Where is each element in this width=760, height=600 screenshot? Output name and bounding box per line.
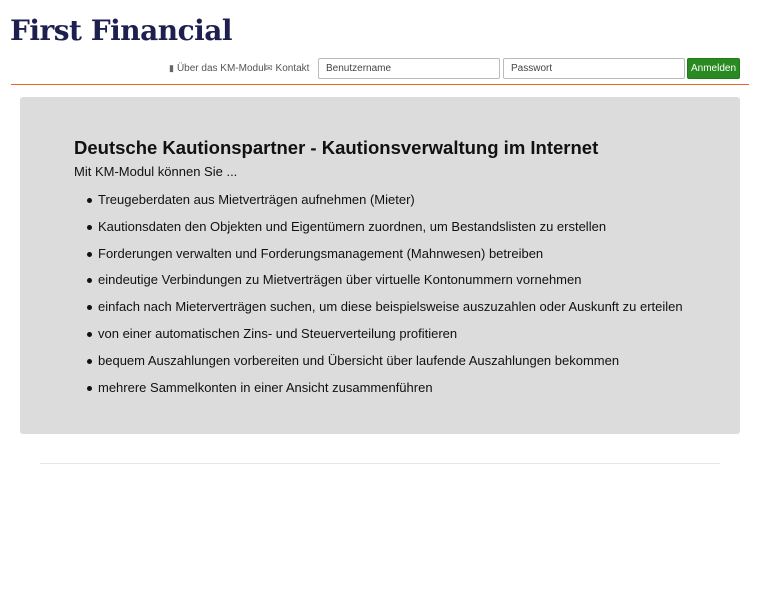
top-navigation <box>0 58 760 80</box>
nav-link-contact[interactable] <box>265 63 309 74</box>
nav-link-about[interactable] <box>169 63 266 74</box>
envelope-icon: ✉ <box>265 63 273 73</box>
login-button[interactable]: Anmelden <box>687 58 740 79</box>
nav-link-about-label: Über das KM-Modul <box>176 63 266 74</box>
password-input[interactable] <box>503 58 685 79</box>
feature-item: Treugeberdaten aus Mietverträgen aufnehmen (Mieter) <box>98 192 683 219</box>
page-title: Deutsche Kautionspartner - Kautionsverwaltung im Internet <box>74 137 599 158</box>
footer-divider <box>40 463 720 464</box>
feature-list <box>98 192 683 406</box>
nav-link-contact-label: Kontakt <box>275 63 310 74</box>
username-input[interactable] <box>318 58 500 79</box>
feature-item: eindeutige Verbindungen zu Mietverträgen über virtuelle Kontonummern vornehmen <box>98 272 683 299</box>
feature-item: einfach nach Mieterverträgen suchen, um diese beispielsweise auszuzahlen oder Auskunft zu erteilen <box>98 299 683 326</box>
feature-item: bequem Auszahlungen vorbereiten und Übersicht über laufende Auszahlungen bekommen <box>98 353 683 380</box>
feature-item: mehrere Sammelkonten in einer Ansicht zusammenführen <box>98 380 683 407</box>
header-divider <box>11 84 749 85</box>
feature-item: Forderungen verwalten und Forderungsmanagement (Mahnwesen) betreiben <box>98 246 683 273</box>
feature-item: Kautionsdaten den Objekten und Eigentümern zuordnen, um Bestandslisten zu erstellen <box>98 219 683 246</box>
book-icon: ▮ <box>169 63 174 73</box>
brand-logo[interactable]: First Financial <box>10 14 233 47</box>
page-subtitle: Mit KM-Modul können Sie ... <box>74 164 238 179</box>
feature-item: von einer automatischen Zins- und Steuerverteilung profitieren <box>98 326 683 353</box>
intro-panel <box>20 97 740 434</box>
